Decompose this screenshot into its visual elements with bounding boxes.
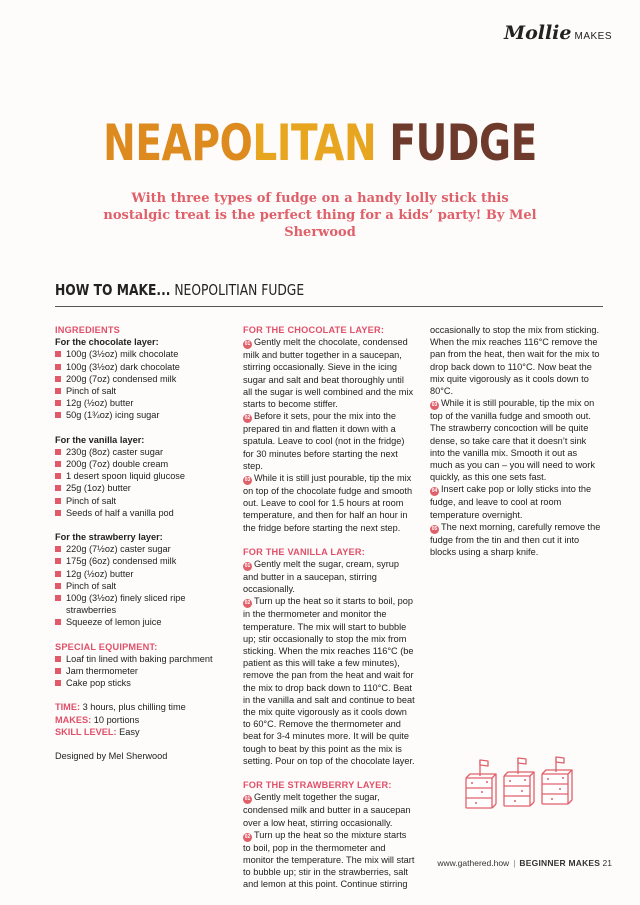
step-number-badge: 01 — [244, 796, 251, 803]
step-number-badge: 03 — [244, 477, 251, 484]
time-label: TIME: — [55, 702, 81, 713]
title-part-3: FUDGE — [389, 114, 537, 172]
list-item: Pinch of salt — [55, 495, 215, 507]
list-item: Cake pop sticks — [55, 677, 215, 689]
step-text: Gently melt the sugar, cream, syrup and butter in a saucepan, stirring occasionally. — [243, 559, 400, 595]
page-title — [70, 112, 569, 174]
step-text: While it is still pourable, tip the mix on top of the vanilla fudge and smooth out. The strawberry concoction will be quite dense, so take care that it doesn’t sink into the vanilla mix. Smooth it out as much as you can – you will need to work quickly, as this one sets fast. — [430, 398, 595, 483]
makes-label: MAKES: — [55, 714, 92, 725]
method-step — [430, 521, 602, 558]
step-number-badge: 03 — [431, 402, 438, 409]
divider — [55, 306, 603, 307]
section-heading-bold: HOW TO MAKE... — [55, 281, 171, 299]
list-item: 200g (7oz) condensed milk — [55, 373, 215, 385]
step-number-badge: 01 — [244, 563, 251, 570]
list-item: 220g (7½oz) caster sugar — [55, 543, 215, 555]
ingredients-heading: INGREDIENTS — [55, 325, 120, 335]
skill-label: SKILL LEVEL: — [55, 726, 117, 737]
step-number-badge: 01 — [244, 341, 251, 348]
list-item: 12g (½oz) butter — [55, 568, 215, 580]
method-step — [243, 410, 415, 472]
step-text: Gently melt the chocolate, condensed milk and butter together in a saucepan, stirring occasionally. Sieve in the icing sugar and salt and beat thoroughly until all the sugar is well combined and the mix starts to become stiffer. — [243, 337, 414, 410]
footer-separator: | — [513, 858, 516, 868]
designer-credit: Designed by Mel Sherwood — [55, 751, 168, 762]
method-step — [243, 791, 415, 828]
method-continued-text: occasionally to stop the mix from sticking. When the mix reaches 116°C remove the pan from the heat, then wait for the mix to drop back down to 110°C. Now beat the mix quite vigorously as it cools down to 80°C. — [430, 325, 600, 397]
step-number-badge: 02 — [244, 600, 251, 607]
title-part-1: NEAPO — [103, 114, 253, 172]
standfirst: With three types of fudge on a handy lolly stick this nostalgic treat is the perfect thing for a kids’ party! By Mel Sherwood — [103, 191, 537, 240]
method-step — [430, 397, 602, 483]
brand-logo — [504, 22, 612, 44]
page-footer — [437, 858, 612, 868]
vanilla-ingredients-list — [55, 446, 215, 519]
list-item: 175g (6oz) condensed milk — [55, 555, 215, 567]
brand-script: Mollie — [504, 22, 572, 44]
list-item: Loaf tin lined with baking parchment — [55, 653, 215, 665]
step-text: Turn up the heat so the mixture starts to boil, pop in the thermometer and monitor the temperature. The mix will start to bubble up; stir in the strawberries, salt and lemon at this point. Continue stirring — [243, 829, 415, 890]
strawberry-ingredients-list — [55, 543, 215, 628]
choc-ingredients-list — [55, 348, 215, 421]
step-text: The next morning, carefully remove the fudge from the tin and then cut it into blocks using a sharp knife. — [430, 521, 601, 558]
method-step — [430, 483, 602, 520]
list-item: Squeeze of lemon juice — [55, 616, 215, 628]
method-column-2 — [430, 324, 602, 558]
method-step — [243, 472, 415, 534]
list-item: 100g (3½oz) milk chocolate — [55, 348, 215, 360]
equipment-heading: SPECIAL EQUIPMENT: — [55, 641, 158, 652]
method-step — [243, 336, 415, 410]
step-text: Before it sets, pour the mix into the prepared tin and flatten it down with a spatula. Leave to cool (not in the fridge) for 30 minutes before starting the next step. — [243, 411, 405, 471]
list-item: Pinch of salt — [55, 385, 215, 397]
list-item: 230g (8oz) caster sugar — [55, 446, 215, 458]
step-text: Turn up the heat so it starts to boil, pop in the thermometer and monitor the temperature. The mix will start to bubble up; stir occasionally to stop the mix from sticking. When the mix reaches 116°C (be patient as this will take a few minutes), remove the pan from the heat and wait for the mix to drop back down to 110°C. Beat in the vanilla and salt and continue to beat the mix quite vigorously as it cools down to 60°C. Remove the thermometer and beat for 3-4 minutes more. It will be quite tough to beat by this point as the mix is setting. Pour on top of the chocolate layer. — [243, 596, 415, 766]
list-item: 100g (3½oz) dark chocolate — [55, 361, 215, 373]
ingredients-column — [55, 324, 215, 762]
strawberry-method-heading: FOR THE STRAWBERRY LAYER: — [243, 780, 392, 791]
list-item: 50g (1¾oz) icing sugar — [55, 409, 215, 421]
brand-makes: MAKES — [574, 31, 612, 42]
footer-section: BEGINNER MAKES — [519, 858, 601, 868]
method-step — [243, 829, 415, 891]
chocolate-method-heading: FOR THE CHOCOLATE LAYER: — [243, 325, 385, 335]
strawberry-ingredients-heading: For the strawberry layer: — [55, 532, 163, 543]
step-number-badge: 05 — [431, 525, 438, 532]
step-text: While it is still just pourable, tip the mix on top of the chocolate fudge and smooth out. Leave to cool for 1.5 hours at room temperature, and then for half an hour in the fridge before starting the next step. — [243, 473, 413, 533]
step-text: Insert cake pop or lolly sticks into the fudge, and leave to cool at room temperature overnight. — [430, 484, 592, 520]
section-heading — [55, 281, 304, 299]
page-number: 21 — [602, 858, 612, 868]
makes-info — [55, 714, 215, 726]
equipment-list — [55, 653, 215, 690]
list-item: 1 desert spoon liquid glucose — [55, 470, 215, 482]
step-number-badge: 02 — [244, 833, 251, 840]
fudge-pops-illustration — [460, 756, 580, 812]
footer-site: www.gathered.how — [437, 858, 510, 868]
list-item: Seeds of half a vanilla pod — [55, 507, 215, 519]
step-text: Gently melt together the sugar, condensed milk and butter in a saucepan over a low heat, stirring occasionally. — [243, 792, 411, 828]
vanilla-ingredients-heading: For the vanilla layer: — [55, 434, 145, 445]
step-number-badge: 04 — [431, 488, 438, 495]
list-item: 12g (½oz) butter — [55, 397, 215, 409]
step-number-badge: 02 — [244, 415, 251, 422]
list-item: Jam thermometer — [55, 665, 215, 677]
makes-value: 10 portions — [91, 714, 140, 725]
list-item: 100g (3½oz) finely sliced ripe strawberries — [55, 592, 215, 616]
method-step — [243, 558, 415, 595]
choc-ingredients-heading: For the chocolate layer: — [55, 337, 159, 348]
list-item: 25g (1oz) butter — [55, 482, 215, 494]
skill-info — [55, 726, 215, 738]
method-column-1 — [243, 324, 415, 891]
skill-value: Easy — [116, 726, 140, 737]
method-step — [243, 595, 415, 767]
list-item: 200g (7oz) double cream — [55, 458, 215, 470]
time-info — [55, 701, 215, 713]
section-heading-light: NEOPOLITIAN FUDGE — [170, 281, 305, 299]
title-part-2: LITAN — [252, 114, 377, 172]
vanilla-method-heading: FOR THE VANILLA LAYER: — [243, 546, 365, 557]
time-value: 3 hours, plus chilling time — [80, 702, 186, 713]
list-item: Pinch of salt — [55, 580, 215, 592]
